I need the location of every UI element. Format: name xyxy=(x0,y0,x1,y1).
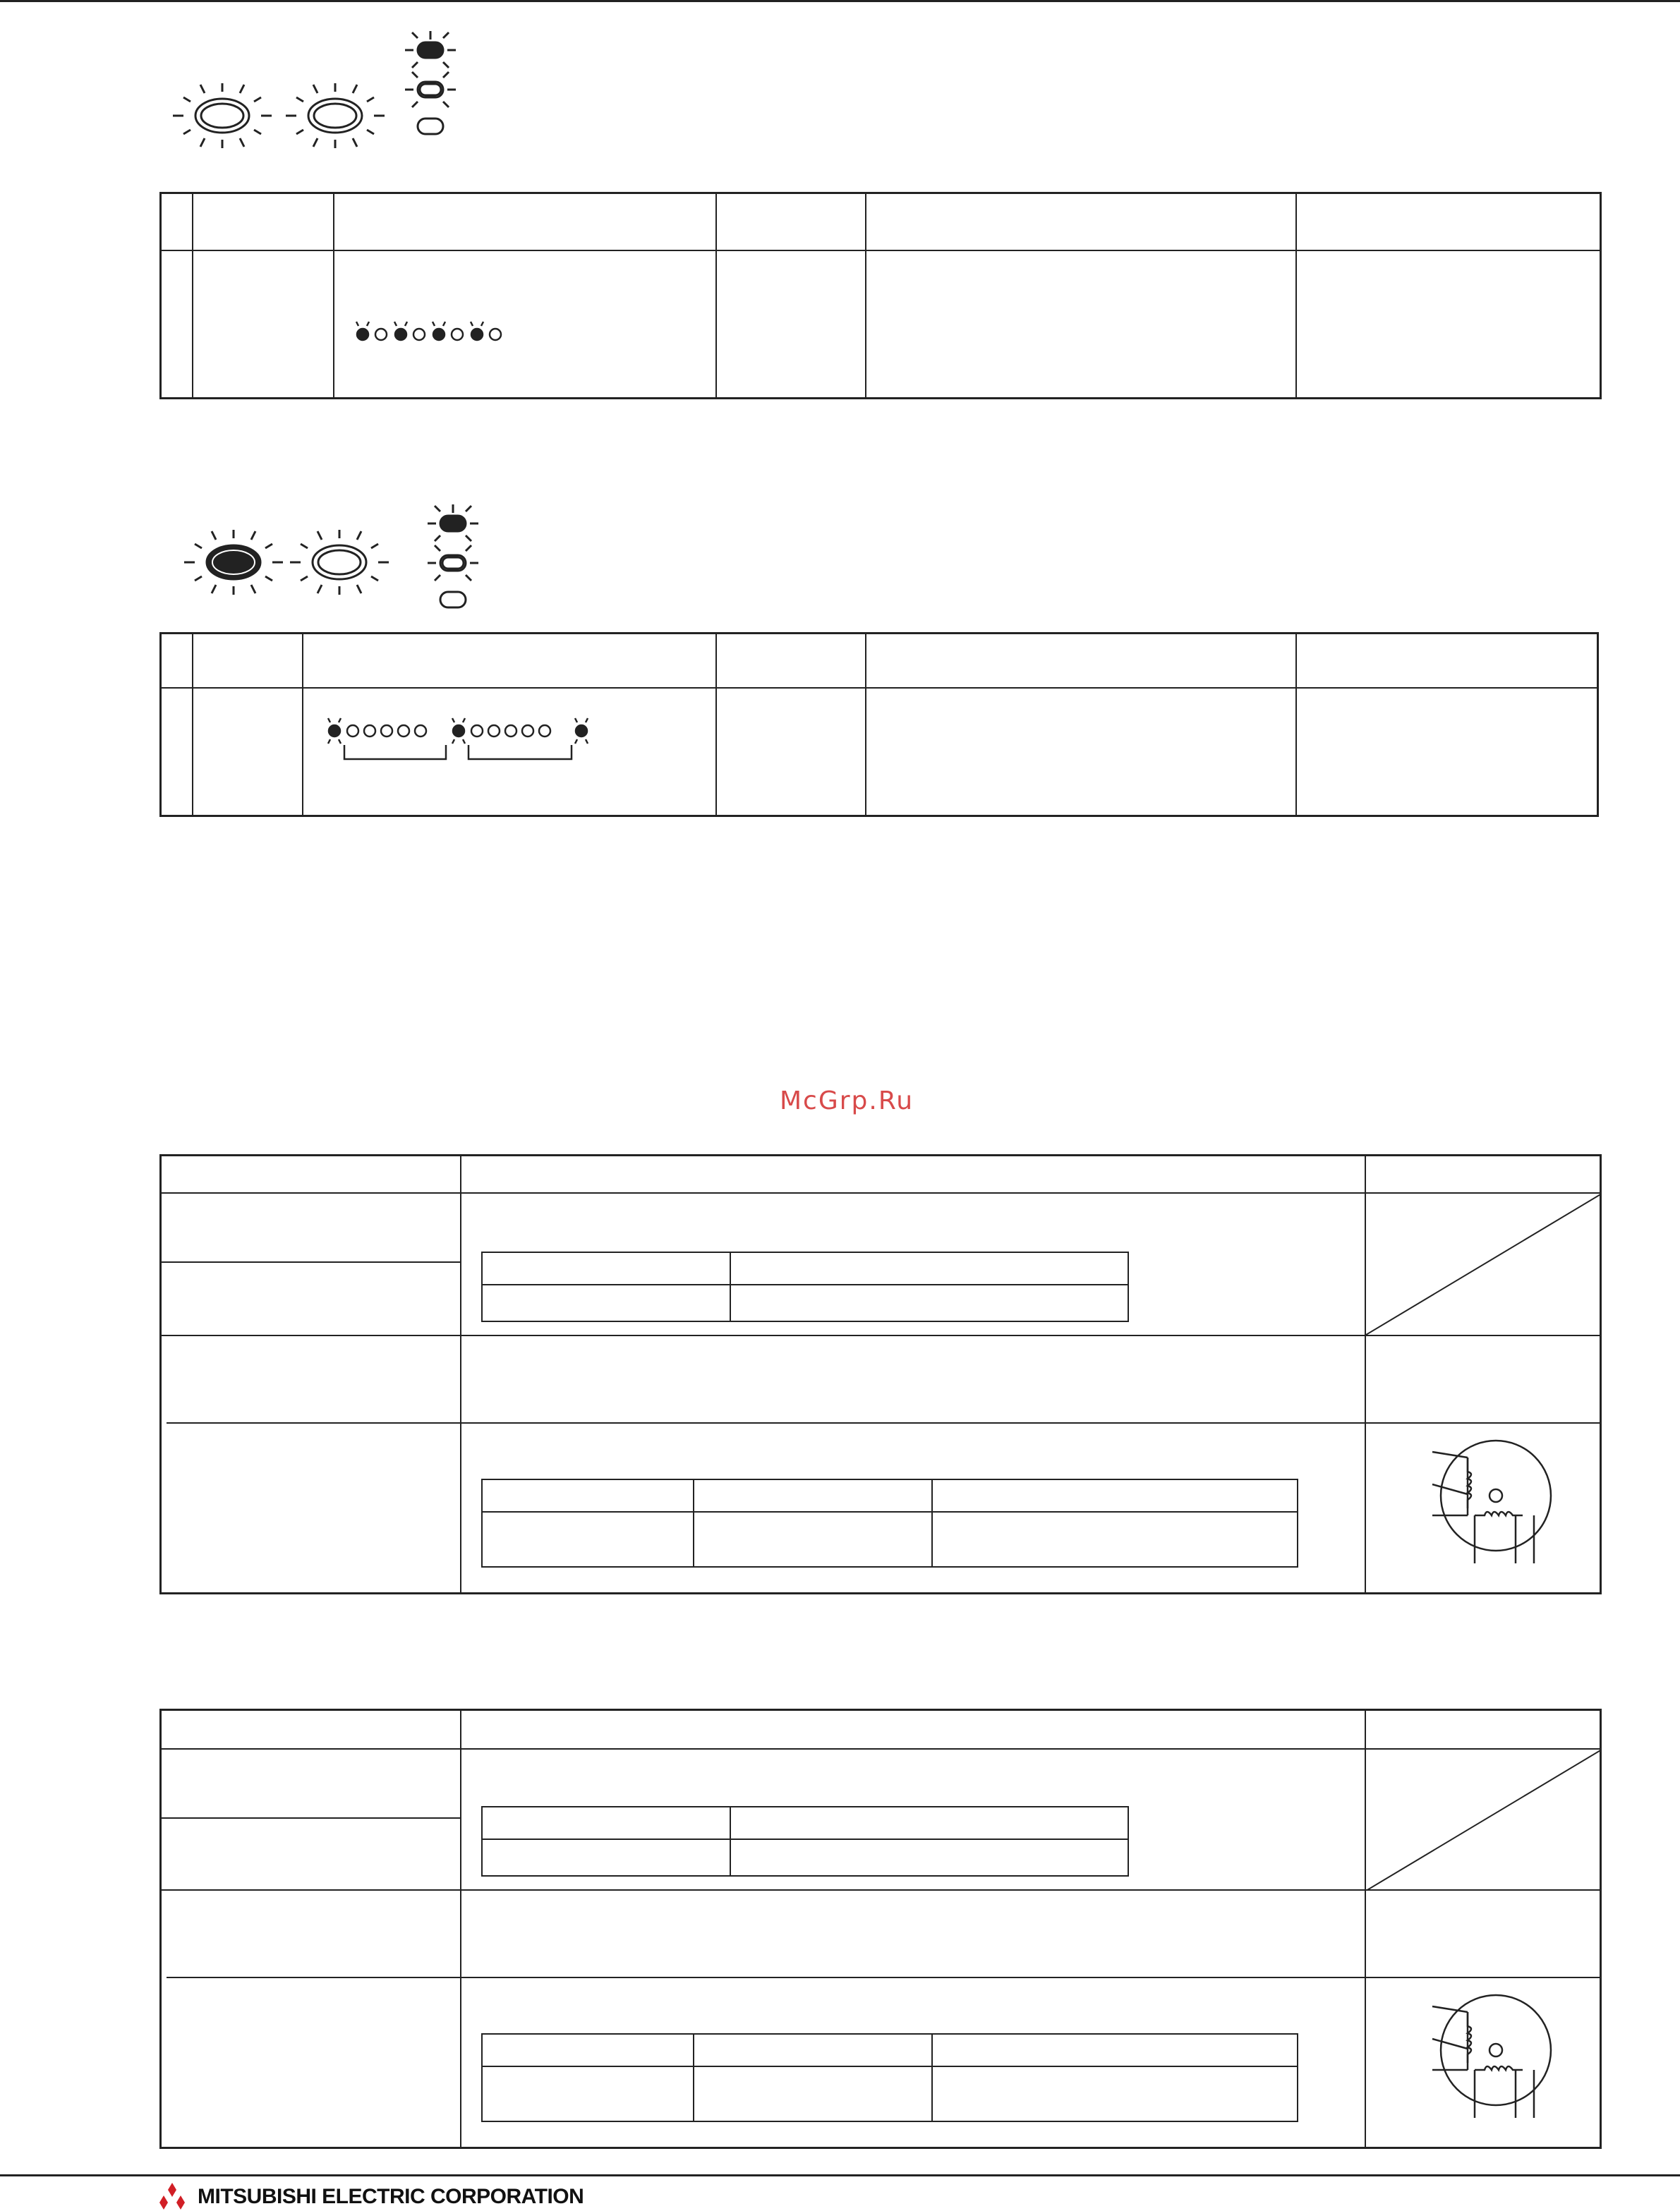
blink-pattern-2 xyxy=(323,714,598,770)
footer-logo xyxy=(155,2183,584,2211)
table-4-diagonal xyxy=(1366,1750,1602,1891)
led-panel-1 xyxy=(169,28,480,148)
brand-name: MITSUBISHI ELECTRIC CORPORATION xyxy=(198,2185,584,2208)
table-1 xyxy=(159,192,1602,399)
motor-winding-icon xyxy=(1425,1992,1559,2119)
table-3-diagonal xyxy=(1366,1194,1602,1335)
bottom-rule xyxy=(0,2174,1680,2176)
blink-sequence-icon xyxy=(323,714,598,770)
motor-diagram-2 xyxy=(1425,1992,1559,2119)
top-rule xyxy=(0,0,1680,2)
motor-diagram-1 xyxy=(1425,1438,1559,1565)
table-1-header-rule xyxy=(159,250,1602,251)
table-3-inner-1 xyxy=(481,1252,1129,1322)
blink-sequence-icon xyxy=(353,319,515,347)
table-4-inner-2 xyxy=(481,2033,1298,2122)
led-indicators-icon xyxy=(181,497,491,617)
three-diamond-logo-icon xyxy=(155,2183,189,2211)
watermark-text: McGrp.Ru xyxy=(779,1086,914,1115)
motor-winding-icon xyxy=(1425,1438,1559,1565)
led-indicators-icon xyxy=(169,28,480,148)
led-panel-2 xyxy=(181,497,491,617)
blink-pattern-1 xyxy=(353,319,515,347)
table-4-inner-1 xyxy=(481,1806,1129,1877)
table-3-inner-2 xyxy=(481,1479,1298,1568)
